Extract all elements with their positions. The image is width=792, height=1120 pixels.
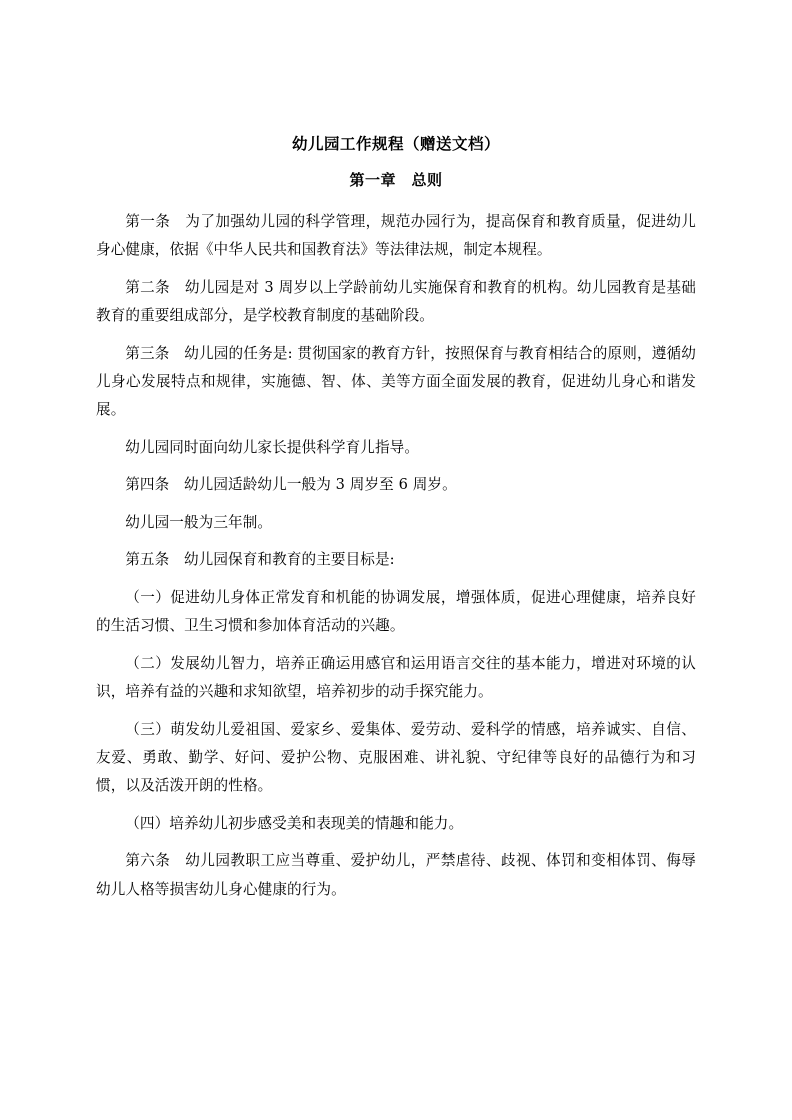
paragraph-article-5-item-2: （二）发展幼儿智力，培养正确运用感官和运用语言交往的基本能力，增进对环境的认识，培养有益的兴趣和求知欲望，培养初步的动手探究能力。 [96,654,696,701]
page-title: 幼儿园工作规程（赠送文档） [291,134,500,153]
paragraph-article-3: 第三条 幼儿园的任务是: 贯彻国家的教育方针，按照保育与教育相结合的原则，遵循幼儿身心发展特点和规律，实施德、智、体、美等方面全面发展的教育，促进幼儿身心和谐发展。 [96,344,696,419]
paragraph-article-5-item-3: （三）萌发幼儿爱祖国、爱家乡、爱集体、爱劳动、爱科学的情感，培养诚实、自信、友爱、勇敢、勤学、好问、爱护公物、克服困难、讲礼貌、守纪律等良好的品德行为和习惯，以及活泼开朗的性格。 [96,720,696,795]
paragraph-article-6: 第六条 幼儿园教职工应当尊重、爱护幼儿，严禁虐待、歧视、体罚和变相体罚、侮辱幼儿人格等损害幼儿身心健康的行为。 [96,852,696,898]
paragraph-article-5-item-1: （一）促进幼儿身体正常发育和机能的协调发展，增强体质，促进心理健康，培养良好的生活习惯、卫生习惯和参加体育活动的兴趣。 [96,588,696,635]
paragraph-article-5: 第五条 幼儿园保育和教育的主要目标是: [125,551,395,569]
paragraph-article-3-note: 幼儿园同时面向幼儿家长提供科学育儿指导。 [125,438,420,456]
paragraph-article-4-note: 幼儿园一般为三年制。 [125,513,273,531]
paragraph-article-5-item-4: （四）培养幼儿初步感受美和表现美的情趣和能力。 [125,814,464,832]
paragraph-article-2: 第二条 幼儿园是对 3 周岁以上学龄前幼儿实施保育和教育的机构。幼儿园教育是基础教育的重要组成部分，是学校教育制度的基础阶段。 [96,278,696,325]
chapter-heading: 第一章 总则 [349,171,443,190]
paragraph-article-4: 第四条 幼儿园适龄幼儿一般为 3 周岁至 6 周岁。 [125,476,457,494]
paragraph-article-1: 第一条 为了加强幼儿园的科学管理，规范办园行为，提高保育和教育质量，促进幼儿身心健康，依据《中华人民共和国教育法》等法律法规，制定本规程。 [96,212,696,259]
